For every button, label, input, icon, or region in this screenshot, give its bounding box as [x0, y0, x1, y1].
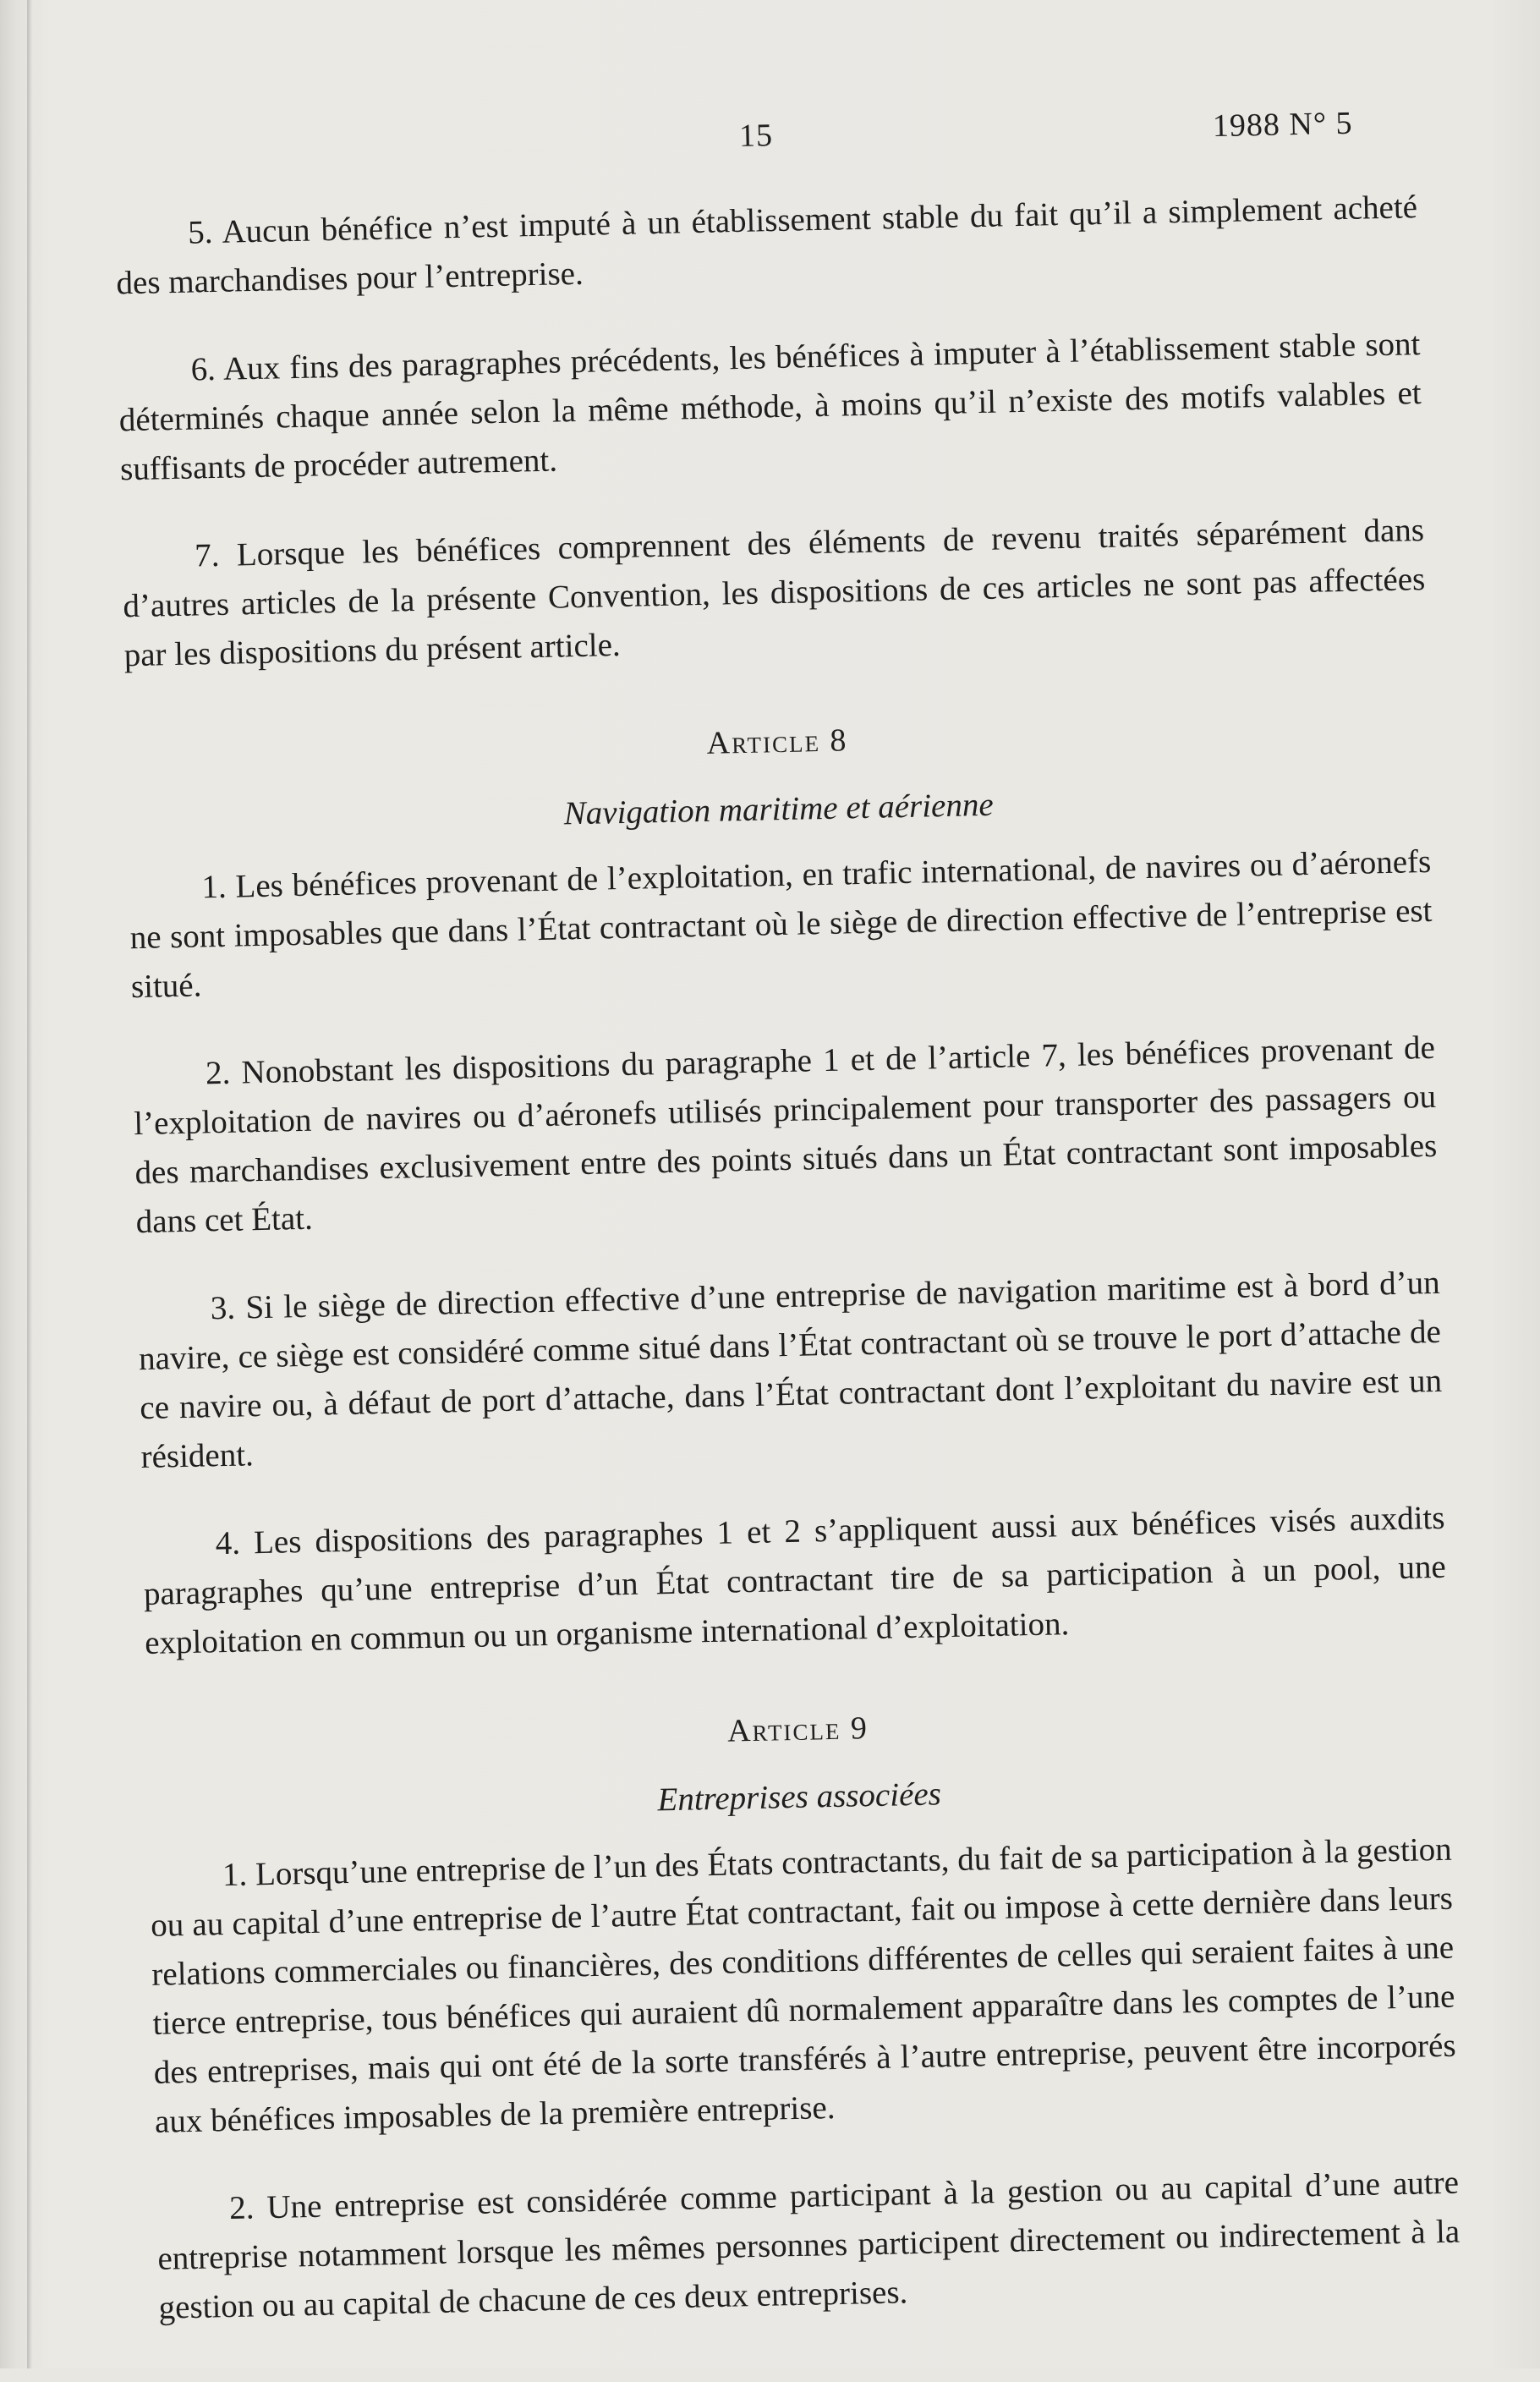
paragraph: 5. Aucun bénéfice n’est imputé à un établissement stable du fait qu’il a simplement acheté des marchandises pour l’entreprise. — [116, 189, 1418, 302]
article-9-subheading: Entreprises associées — [657, 1776, 942, 1819]
text-block — [111, 0, 1462, 2382]
paragraph: 4. Les dispositions des paragraphes 1 et 2 s’appliquent aussi aux bénéfices visés auxdits paragraphes qu’une entreprise d’un État contractant tire de sa participation à un pool, une exploitation en commun ou un organisme international d’exploitation. — [143, 1499, 1447, 1662]
paragraph: 2. Une entreprise est considérée comme participant à la gestion ou au capital d’une autre entreprise notamment lorsque les mêmes personnes participent directement ou indirectement à la gestion ou au capital de chacune de ces deux entreprises. — [156, 2164, 1461, 2326]
paragraph: 1. Les bénéfices provenant de l’exploitation, en trafic international, de navires ou d’aéronefs ne sont imposables que dans l’État contractant où le siège de direction effective de l’entreprise est situé. — [129, 842, 1433, 1006]
gazette-reference: 1988 N° 5 — [1212, 105, 1353, 145]
article-9-heading: Article 9 — [726, 1710, 869, 1749]
paragraph: 2. Nonobstant les dispositions du paragraphe 1 et de l’article 7, les bénéfices provenant de l’exploitation de navires ou d’aéronefs utilisés principalement pour transporter des passagers ou des marchandises exclusivement entre des points situés dans un État contractant sont imposables dans cet État. — [133, 1029, 1438, 1241]
paragraph: 6. Aux fins des paragraphes précédents, les bénéfices à imputer à l’établissement stable sont déterminés chaque année selon la même méthode, à moins qu’il n’existe des motifs valables et suffisants de procéder autrement. — [118, 326, 1422, 488]
paragraph: 7. Lorsque les bénéfices comprennent des éléments de revenu traités séparément dans d’autres articles de la présente Convention, les dispositions de ces articles ne sont pas affectées par les dispositions du présent article. — [123, 512, 1426, 674]
page-binding-shadow — [27, 0, 32, 2368]
paragraph: 1. Lorsqu’une entreprise de l’un des États contractants, du fait de sa participation à la gestion ou au capital d’une entreprise de l’autre État contractant, fait ou impose à cette dernière dans leurs relations commerciales ou financières, des conditions différentes de celles qui seraient faites à une tierce entreprise, tous bénéfices qui auraient dû normalement apparaître dans les comptes de l’une des entreprises, mais qui ont été de la sorte transférés à l’autre entreprise, peuvent être incorporés aux bénéfices imposables de la première entreprise. — [150, 1830, 1456, 2140]
document-body — [115, 183, 1462, 2372]
article-8-heading: Article 8 — [706, 722, 848, 761]
page-number: 15 — [738, 118, 774, 154]
paragraph: 3. Si le siège de direction effective d’une entreprise de navigation maritime est à bord d’un navire, ce siège est considéré comme situé dans l’État contractant où se trouve le port d’attache de ce navire ou, à défaut de port d’attache, dans l’État contractant dont l’exploitant du navire est un résident. — [138, 1264, 1443, 1476]
article-8-subheading: Navigation maritime et aérienne — [563, 786, 995, 832]
